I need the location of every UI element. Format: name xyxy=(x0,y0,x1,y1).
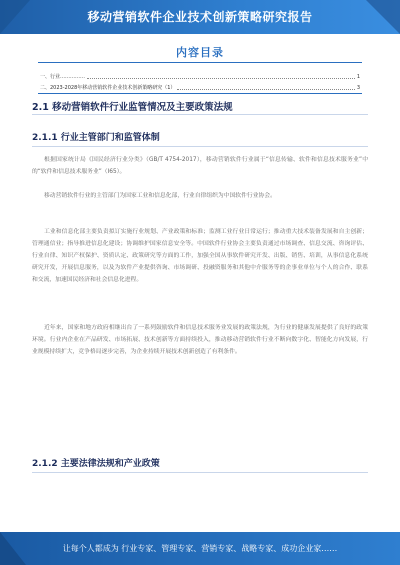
toc-entry[interactable] xyxy=(40,84,360,91)
section-heading-rule xyxy=(32,114,368,115)
body-paragraph: 工业和信息化部主要负责拟订实施行业规划、产业政策和标准；监测工业行业日常运行；推动重大技术装备发展和自主创新；管理通信业；指导推进信息化建设；协调维护国家信息安全等。中国软件行业协会主要负责通过市场调查、信息交流、咨询评估、行业自律、知识产权保护、资质认定、政策研究等方面的工作，加强全国从事软件研究开发、出版、销售、培训，从事信息化系统研究开发，开展信息服务，以及为软件产业提供咨询、市场调研、投融资服务和其他中介服务等的企事业单位与个人的合作、联系和交流，加速国民经济和社会信息化进程。 xyxy=(32,229,368,283)
body-paragraph: 移动营销软件行业的主管部门为国家工业和信息化部，行业自律组织为中国软件行业协会。 xyxy=(44,193,276,199)
toc-leader-dots xyxy=(87,75,355,79)
section-heading: 2.1 移动营销软件行业监管情况及主要政策法规 xyxy=(32,102,233,113)
subsection-heading: 2.1.2 主要法律法规和产业政策 xyxy=(32,459,160,469)
body-paragraph: 近年来，国家和地方政府相继出台了一系列鼓励软件和信息技术服务业发展的政策法规，为行业的健康发展提供了良好的政策环境。行业内企业在产品研发、市场拓展、技术创新等方面持续投入，推动移动营销软件行业不断向数字化、智能化方向发展，行业规模持续扩大，竞争格局逐步完善，为企业持续开展技术创新创造了有利条件。 xyxy=(32,325,368,355)
subsection-heading-rule xyxy=(32,146,368,147)
toc-entry-label: 二、2023-2028年移动营销软件企业技术创新策略研究（1） xyxy=(40,85,176,91)
toc-entry[interactable] xyxy=(40,73,360,80)
report-title: 移动营销软件企业技术创新策略研究报告 xyxy=(87,10,313,24)
footer-slogan: 让每个人都成为 行业专家、管理专家、营销专家、战略专家、成功企业家…… xyxy=(62,544,338,553)
subsection-heading: 2.1.1 行业主管部门和监管体制 xyxy=(32,133,160,143)
toc-entry-label: 一、行业…………… xyxy=(40,74,86,80)
toc-bottom-rule xyxy=(38,93,362,94)
toc-top-rule xyxy=(38,62,362,63)
subsection-heading-rule xyxy=(32,472,368,473)
toc-entry-page: 3 xyxy=(356,84,360,91)
body-paragraph: 根据国家统计局《国民经济行业分类》（GB/T 4754-2017），移动营销软件行业属于“信息传输、软件和信息技术服务业”中的“软件和信息技术服务业”（I65）。 xyxy=(32,157,368,175)
toc-title: 内容目录 xyxy=(176,46,224,59)
toc-entry-page: 1 xyxy=(356,73,360,80)
toc-leader-dots xyxy=(177,86,354,90)
